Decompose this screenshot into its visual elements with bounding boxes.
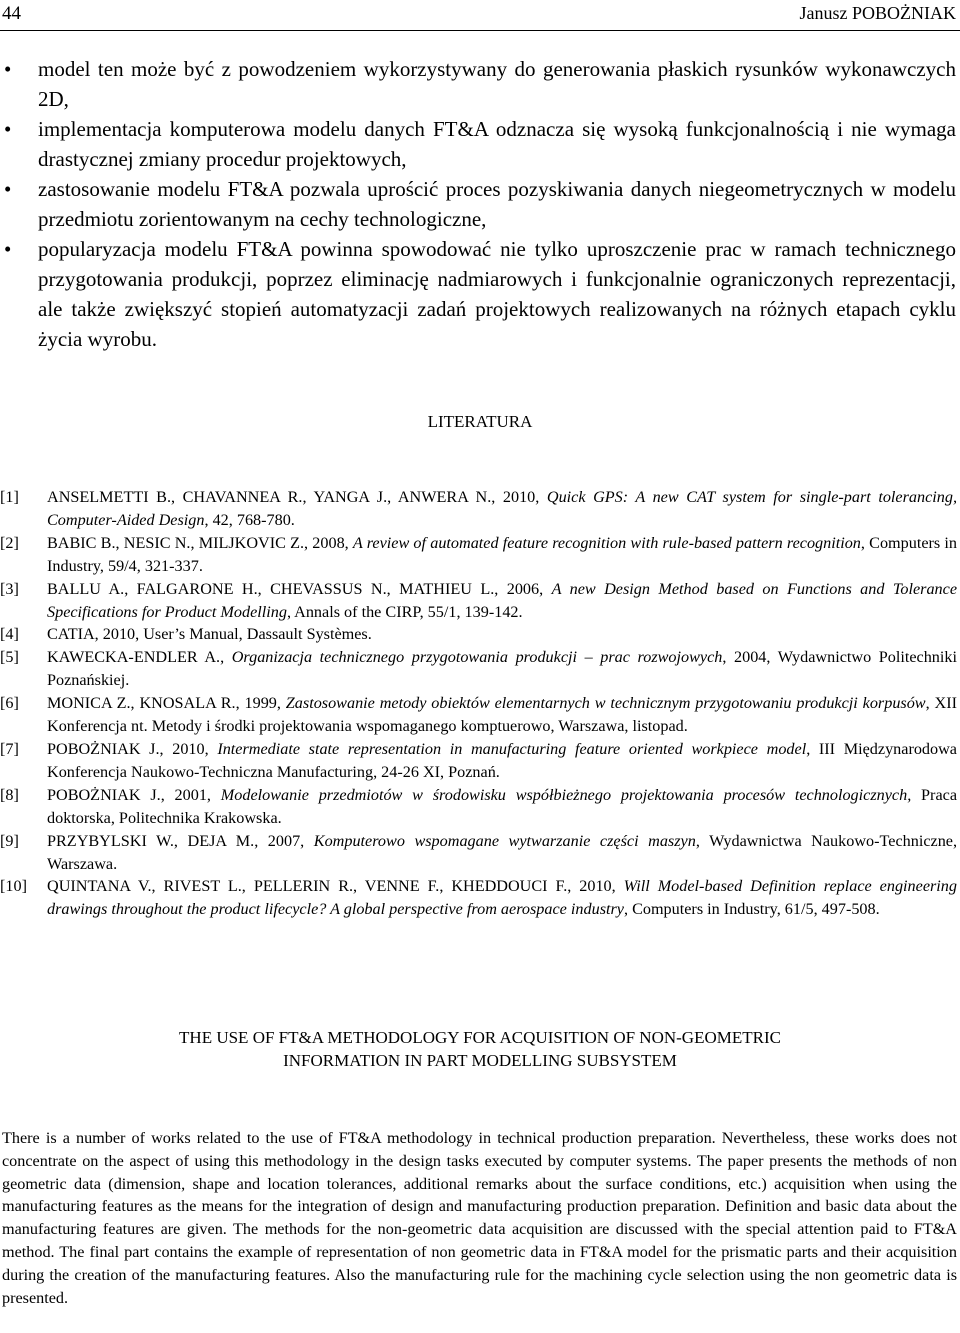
reference-item: [0, 646, 957, 692]
reference-number: [1]: [0, 488, 19, 506]
reference-authors: QUINTANA V., RIVEST L., PELLERIN R., VENNE F., KHEDDOUCI F.: [47, 877, 568, 896]
reference-title: Intermediate state representation in manufacturing feature oriented workpiece model: [217, 739, 807, 758]
page-header: [0, 0, 960, 36]
reference-number: [9]: [0, 831, 19, 850]
reference-authors: POBOŻNIAK J.: [47, 785, 161, 804]
abstract-paragraph: There is a number of works related to the use of FT&A methodology in technical production preparation. Nevertheless, these works does not concentrate on the aspect of using this methodology in the design tasks executed by computer systems. The paper presents the methods of non geometric data (dimension, shape and location tolerances, additional remarks about the surface conditions, etc.) acquisition when using the manufacturing features as the means for the integration of design and manufacturing production preparation. Definition and basic data about the manufacturing features are given. The methods for the non-geometric data acquisition are discussed with the special attention paid to FT&A method. The final part contains the example of representation of non geometric data in FT&A model for the prismatic parts and their acquisition during the creation of the manufacturing features. Also the manufacturing rule for the machining cycle selection using the non geometric data is presented.: [2, 1129, 957, 1307]
conclusion-text: popularyzacja modelu FT&A powinna spowodować nie tylko uproszczenie prac w ramach technicznego przygotowania produkcji, poprzez eliminację nadmiarowych i funkcjonalnie ograniczonych reprezentacji, ale także zwiększyć stopień automatyzacji zadań projektowych realizowanych na różnych etapach cyklu życia wyrobu.: [38, 237, 956, 351]
reference-year: ,: [220, 648, 232, 667]
bullet-icon: •: [4, 57, 12, 81]
reference-title: Organizacja technicznego przygotowania produkcji – prac rozwojowych: [231, 648, 723, 667]
reference-year: , 2010,: [567, 877, 624, 896]
reference-item: [0, 578, 957, 624]
reference-title: Quick GPS: A new CAT system for single-part tolerancing, Computer-Aided Design: [47, 488, 957, 529]
reference-item: [0, 784, 957, 830]
reference-authors: MONICA Z., KNOSALA R.: [47, 694, 236, 713]
reference-title: Zastosowanie metody obiektów elementarnych w technicznym przygotowaniu produkcji korpusów: [285, 694, 926, 713]
reference-title: Will Model-based Definition replace engineering drawings throughout the product lifecycle? A global perspective from aerospace industry: [47, 877, 957, 919]
header-rule: [0, 30, 960, 31]
reference-year: , 2008,: [304, 533, 353, 552]
reference-list: [0, 486, 960, 921]
reference-source: , Computers in Industry, 59/4, 321-337.: [47, 533, 957, 575]
conclusion-item: [0, 234, 956, 354]
reference-year: , 2007,: [254, 831, 314, 850]
reference-source: , Computers in Industry, 61/5, 497-508.: [623, 900, 880, 919]
english-title: [0, 1026, 960, 1072]
reference-title: Modelowanie przedmiotów w środowisku współbieżnego projektowania procesów technologicznych,: [220, 785, 912, 804]
conclusions-list: [0, 54, 960, 354]
reference-authors: CATIA, 2010, User’s Manual, Dassault Systèmes.: [47, 625, 372, 644]
conclusion-item: [0, 54, 956, 114]
reference-title: A new Design Method based on Functions and Tolerance Specifications for Product Modelling: [47, 579, 958, 621]
reference-source: , 42, 768-780.: [204, 510, 295, 529]
reference-source: , Wydawnictwa Naukowo-Techniczne, Warszawa.: [47, 831, 958, 873]
bullet-icon: •: [4, 177, 12, 201]
reference-number: [6]: [0, 694, 19, 713]
reference-item: [0, 692, 957, 738]
reference-authors: KAWECKA-ENDLER A.: [47, 648, 221, 667]
conclusion-item: [0, 114, 956, 174]
reference-year: , 1999,: [235, 694, 286, 713]
reference-number: [3]: [0, 579, 19, 598]
reference-number: [10]: [0, 877, 27, 896]
reference-authors: PRZYBYLSKI W., DEJA M.: [47, 831, 255, 850]
conclusion-text: zastosowanie modelu FT&A pozwala uprościć proces pozyskiwania danych niegeometrycznych w modelu przedmiotu zorientowanym na cechy technologiczne,: [38, 177, 956, 231]
conclusion-item: [0, 174, 956, 234]
reference-item: [0, 830, 957, 876]
reference-item: [0, 486, 957, 532]
reference-source: , Annals of the CIRP, 55/1, 139-142.: [286, 602, 523, 621]
reference-number: [4]: [0, 625, 19, 644]
reference-year: , 2001,: [160, 785, 221, 804]
reference-source: Praca doktorska, Politechnika Krakowska.: [47, 785, 958, 827]
running-author: Janusz POBOŻNIAK: [799, 3, 956, 23]
reference-year: , 2010,: [159, 739, 218, 758]
reference-year: , 2010,: [491, 488, 547, 506]
literature-heading: LITERATURA: [427, 412, 533, 431]
page-number: 44: [2, 3, 21, 24]
reference-number: [2]: [0, 533, 19, 552]
reference-title: A review of automated feature recognition with rule-based pattern recognition: [352, 533, 861, 552]
conclusion-text: model ten może być z powodzeniem wykorzystywany do generowania płaskich rysunków wykonawczych 2D,: [38, 57, 956, 111]
english-title-line: INFORMATION IN PART MODELLING SUBSYSTEM: [283, 1051, 677, 1070]
reference-title: Komputerowo wspomagane wytwarzanie części maszyn: [313, 831, 696, 850]
english-title-line: THE USE OF FT&A METHODOLOGY FOR ACQUISITION OF NON-GEOMETRIC: [179, 1028, 781, 1047]
reference-authors: BALLU A., FALGARONE H., CHEVASSUS N., MATHIEU L.: [47, 579, 495, 598]
reference-authors: POBOŻNIAK J.: [47, 739, 160, 758]
reference-authors: ANSELMETTI B., CHAVANNEA R., YANGA J., ANWERA N.: [47, 488, 492, 506]
reference-number: [8]: [0, 785, 19, 804]
reference-source: , III Międzynarodowa Konferencja Naukowo-Techniczna Manufacturing, 24-26 XI, Poznań.: [47, 739, 957, 781]
reference-year: , 2006,: [494, 579, 552, 598]
reference-item: [0, 738, 957, 784]
reference-authors: BABIC B., NESIC N., MILJKOVIC Z.: [47, 533, 305, 552]
reference-item: [0, 623, 957, 646]
reference-number: [5]: [0, 648, 19, 667]
bullet-icon: •: [4, 117, 12, 141]
conclusion-text: implementacja komputerowa modelu danych FT&A odznacza się wysoką funkcjonalnością i nie wymaga drastycznej zmiany procedur projektowych,: [38, 117, 956, 171]
reference-source: , XII Konferencja nt. Metody i środki projektowania wspomaganego komptuerowo, Warszawa, listopad.: [47, 694, 957, 736]
reference-item: [0, 875, 957, 921]
reference-number: [7]: [0, 739, 19, 758]
reference-source: , 2004, Wydawnictwo Politechniki Poznańskiej.: [47, 648, 957, 690]
reference-item: [0, 532, 957, 578]
bullet-icon: •: [4, 237, 12, 261]
